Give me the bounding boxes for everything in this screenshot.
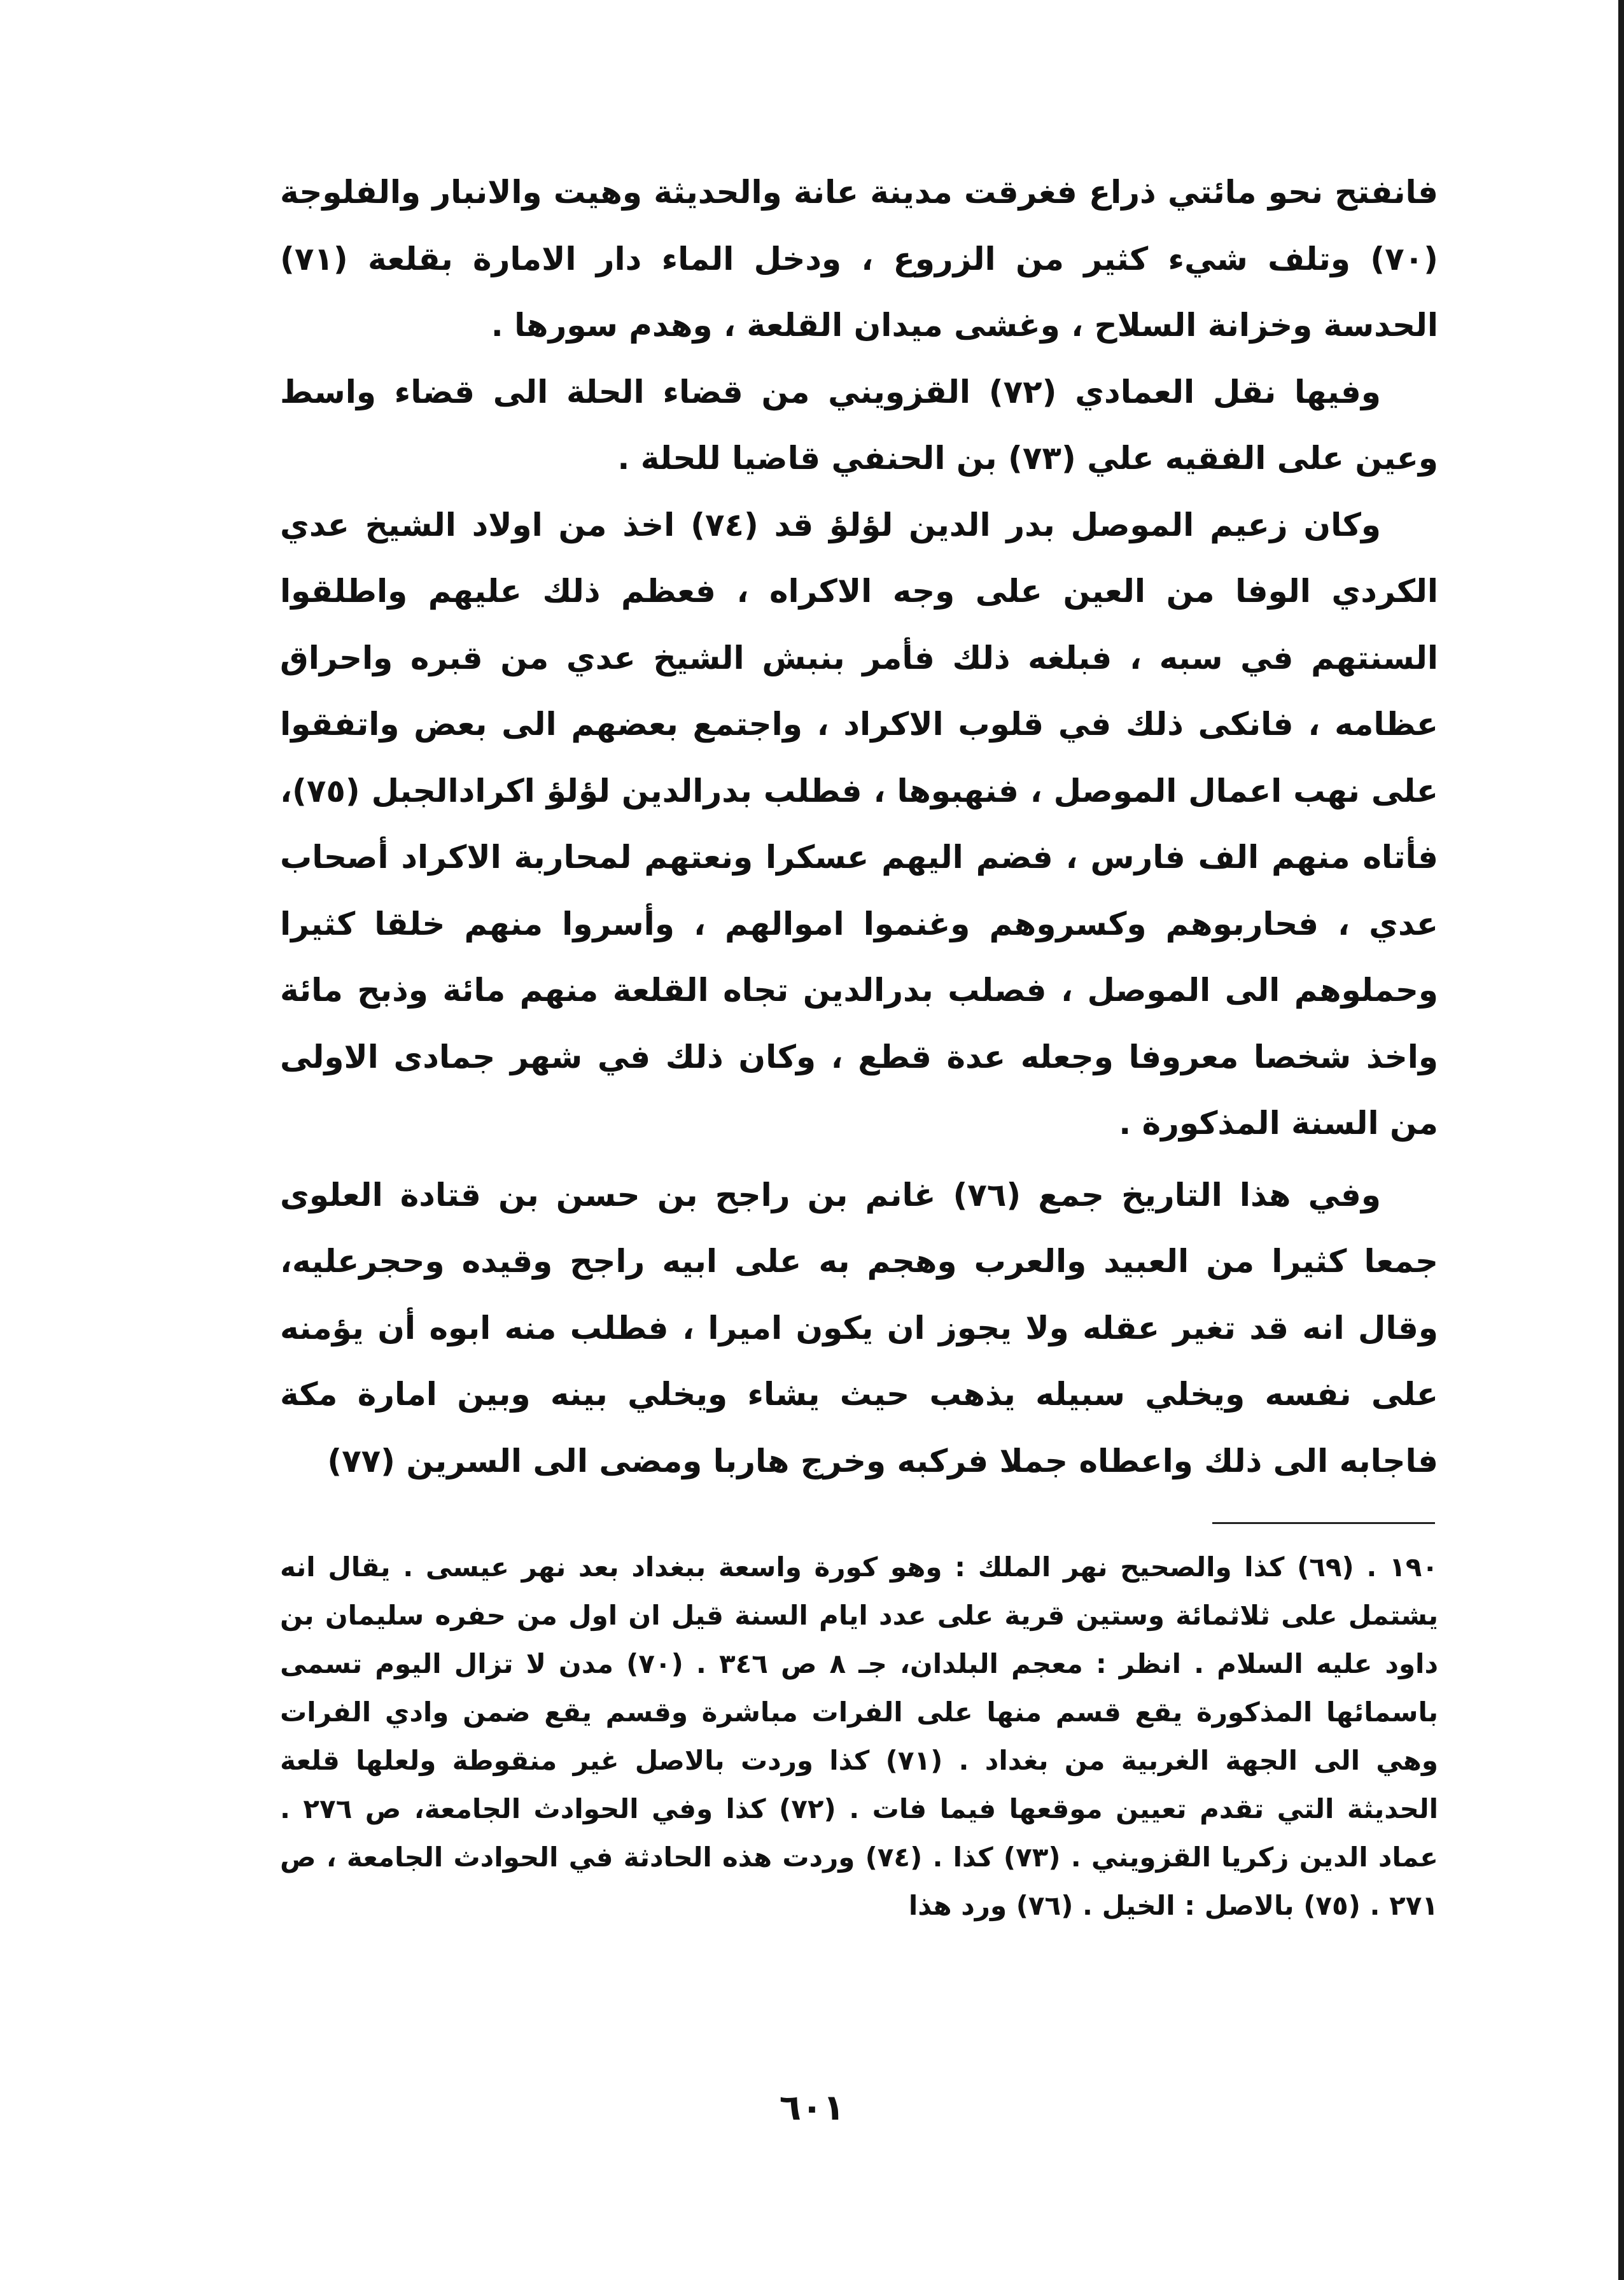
page-edge-border <box>1618 0 1624 2280</box>
footnotes: ١٩٠ . (٦٩) كذا والصحيح نهر الملك : وهو كورة واسعة ببغداد بعد نهر عيسى . يقال انه يشتمل على ثلاثمائة وستين قرية على عدد ايام السنة قيل ان اول من حفره سليمان بن داود عليه السلام . انظر : معجم البلدان، جـ ٨ ص ٣٤٦ . (٧٠) مدن لا تزال اليوم تسمى باسمائها المذكورة يقع قسم منها على الفرات مباشرة وقسم يقع ضمن وادي الفرات وهي الى الجهة الغربية من بغداد . (٧١) كذا وردت بالاصل غير منقوطة ولعلها قلعة الحديثة التي تقدم تعيين موقعها فيما فات . (٧٢) كذا وفي الحوادث الجامعة، ص ٢٧٦ . عماد الدين زكريا القزويني . (٧٣) كذا . (٧٤) وردت هذه الحادثة في الحوادث الجامعة ، ص ٢٧١ . (٧٥) بالاصل : الخيل . (٧٦) ورد هذا <box>280 1551 1438 1921</box>
paragraph-4: وفي هذا التاريخ جمع (٧٦) غانم بن راجح بن حسن بن قتادة العلوى جمعا كثيرا من العبيد والعرب وهجم به على ابيه راجح وقيده وحجرعليه، وقال انه قد تغير عقله ولا يجوز ان يكون اميرا ، فطلب منه ابوه أن يؤمنه على نفسه ويخلي سبيله يذهب حيث يشاء ويخلي بينه وبين امارة مكة فاجابه الى ذلك واعطاه جملا فركبه وخرج هاربا ومضى الى السرين (٧٧) <box>280 1176 1438 1479</box>
page-number: ٦٠١ <box>779 2087 845 2129</box>
footnote-divider <box>1212 1522 1435 1524</box>
paragraph-1: فانفتح نحو مائتي ذراع فغرقت مدينة عانة والحديثة وهيت والانبار والفلوجة (٧٠) وتلف شيء كثير من الزروع ، ودخل الماء دار الامارة بقلعة (٧١) الحدسة وخزانة السلاح ، وغشى ميدان القلعة ، وهدم سورها . <box>280 174 1438 344</box>
main-text <box>280 159 1438 1494</box>
paragraph-2: وفيها نقل العمادي (٧٢) القزويني من قضاء الحلة الى قضاء واسط وعين على الفقيه علي (٧٣) بن الحنفي قاضيا للحلة . <box>280 373 1438 477</box>
paragraph-3: وكان زعيم الموصل بدر الدين لؤلؤ قد (٧٤) اخذ من اولاد الشيخ عدي الكردي الوفا من العين على وجه الاكراه ، فعظم ذلك عليهم واطلقوا السنتهم في سبه ، فبلغه ذلك فأمر بنبش الشيخ عدي من قبره واحراق عظامه ، فانكى ذلك في قلوب الاكراد ، واجتمع بعضهم الى بعض واتفقوا على نهب اعمال الموصل ، فنهبوها ، فطلب بدرالدين لؤلؤ اكرادالجبل (٧٥)، فأتاه منهم الف فارس ، فضم اليهم عسكرا ونعتهم لمحاربة الاكراد أصحاب عدي ، فحاربوهم وكسروهم وغنموا اموالهم ، وأسروا منهم خلقا كثيرا وحملوهم الى الموصل ، فصلب بدرالدين تجاه القلعة منهم مائة وذبح مائة واخذ شخصا معروفا وجعله عدة قطع ، وكان ذلك في شهر جمادى الاولى من السنة المذكورة . <box>280 506 1438 1142</box>
